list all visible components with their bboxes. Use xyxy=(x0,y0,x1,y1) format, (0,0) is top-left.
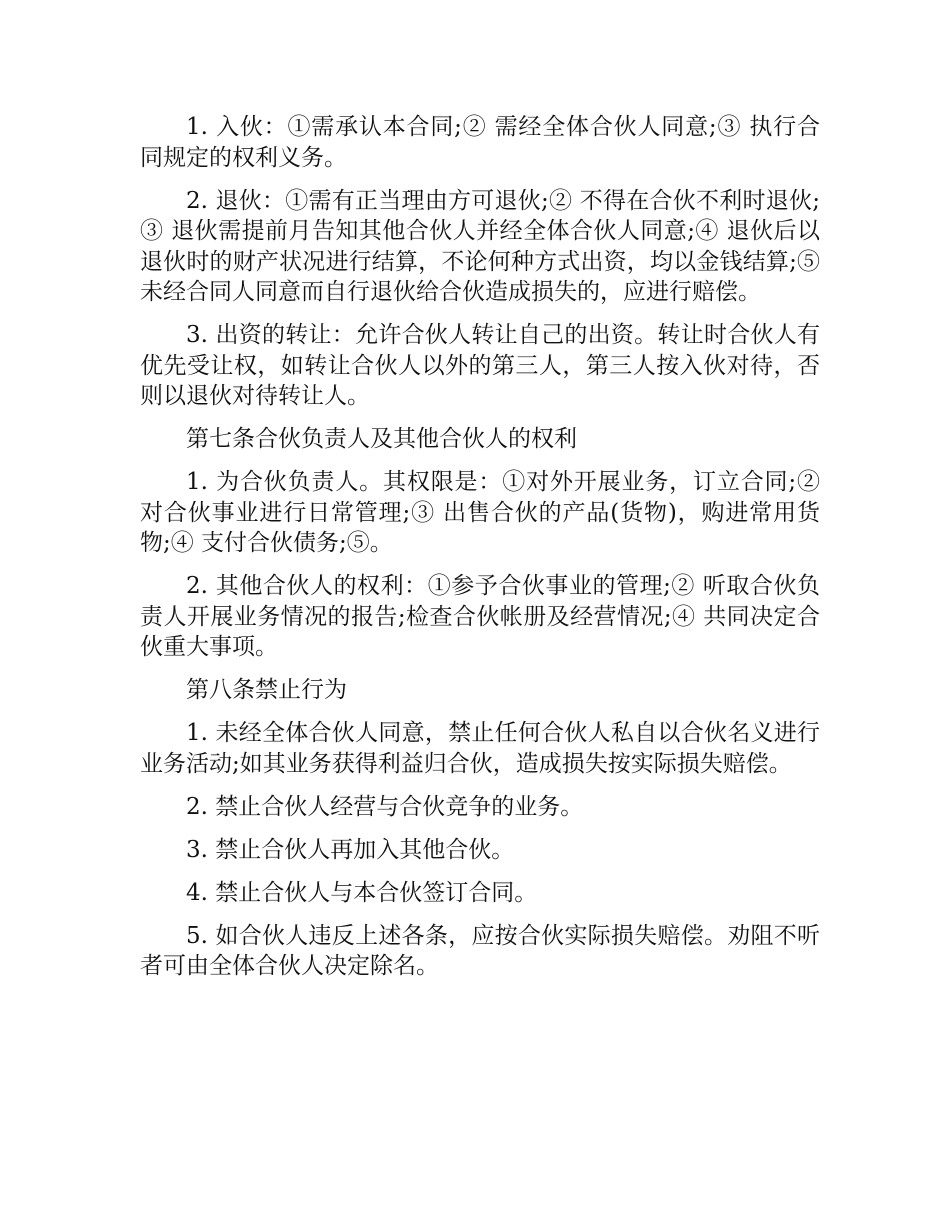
paragraph-withdraw: 2. 退伙：①需有正当理由方可退伙;② 不得在合伙不利时退伙;③ 退伙需提前月告知其他合伙人并经全体合伙人同意;④ 退伙后以退伙时的财产状况进行结算，不论何种方式出资，均以金钱结算;⑤ 未经合同人同意而自行退伙给合伙造成损失的，应进行赔偿。 xyxy=(140,187,820,305)
paragraph-prohibition-5: 5. 如合伙人违反上述各条，应按合伙实际损失赔偿。劝阻不听者可由全体合伙人决定除名。 xyxy=(140,922,820,979)
paragraph-prohibition-3: 3. 禁止合伙人再加入其他合伙。 xyxy=(186,836,515,863)
paragraph-prohibition-1: 1. 未经全体合伙人同意，禁止任何合伙人私自以合伙名义进行业务活动;如其业务获得利益归合伙，造成损失按实际损失赔偿。 xyxy=(140,720,820,777)
section-heading-article-7: 第七条合伙负责人及其他合伙人的权利 xyxy=(186,426,577,452)
paragraph-partner-rights: 2. 其他合伙人的权利：①参予合伙事业的管理;② 听取合伙负责人开展业务情况的报告;检查合伙帐册及经营情况;④ 共同决定合伙重大事项。 xyxy=(140,573,820,660)
paragraph-capital-transfer: 3. 出资的转让：允许合伙人转让自己的出资。转让时合伙人有优先受让权，如转让合伙人以外的第三人，第三人按入伙对待，否则以退伙对待转让人。 xyxy=(140,322,820,409)
section-heading-article-8: 第八条禁止行为 xyxy=(186,677,347,703)
paragraph-manager-authority: 1. 为合伙负责人。其权限是：①对外开展业务，订立合同;② 对合伙事业进行日常管理;③ 出售合伙的产品(货物)，购进常用货物;④ 支付合伙债务;⑤。 xyxy=(140,469,820,556)
paragraph-join: 1. 入伙：①需承认本合同;② 需经全体合伙人同意;③ 执行合同规定的权利义务。 xyxy=(140,114,820,171)
paragraph-prohibition-2: 2. 禁止合伙人经营与合伙竞争的业务。 xyxy=(186,793,584,820)
document-body xyxy=(140,112,820,994)
paragraph-prohibition-4: 4. 禁止合伙人与本合伙签订合同。 xyxy=(186,879,538,906)
